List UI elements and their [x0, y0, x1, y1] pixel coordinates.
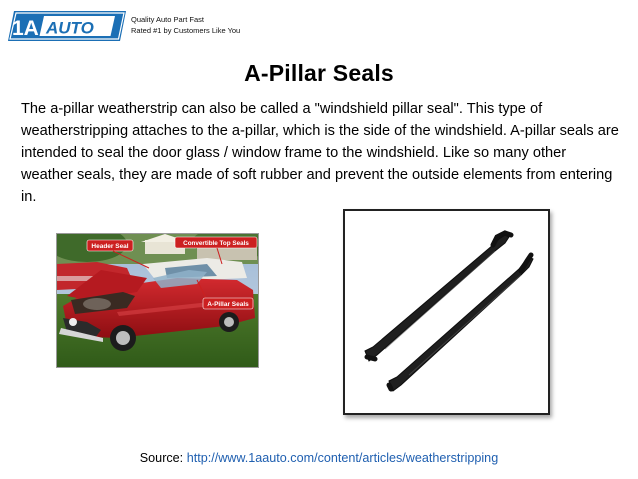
svg-text:Header Seal: Header Seal	[91, 243, 129, 250]
svg-text:Convertible Top Seals: Convertible Top Seals	[183, 240, 249, 247]
tagline-line-2: Rated #1 by Customers Like You	[131, 26, 241, 35]
slide-title: A-Pillar Seals	[244, 60, 394, 86]
slide-body-text: The a-pillar weatherstrip can also be called a "windshield pillar seal". This type of weatherstripping attaches to the a-pillar, which is the side of the windshield. A-pillar seals are intended to seal the door glass / window frame to the windshield. Like so many other weather seals, they are made of soft rubber and prevent the outside elements from entering in.	[21, 101, 619, 205]
a-pillar-seal-photo	[343, 209, 550, 415]
source-label: Source:	[139, 451, 187, 465]
svg-text:A-Pillar Seals: A-Pillar Seals	[207, 301, 249, 308]
logo-auto-text: AUTO	[46, 18, 94, 38]
car-photo	[56, 233, 259, 368]
source-citation	[0, 451, 638, 465]
source-link[interactable]: http://www.1aauto.com/content/articles/weatherstripping	[186, 451, 499, 465]
tagline	[131, 14, 240, 36]
tagline-line-1: Quality Auto Part Fast	[131, 15, 204, 24]
1a-auto-logo	[8, 8, 126, 44]
logo-1a-text: 1A	[12, 17, 39, 40]
